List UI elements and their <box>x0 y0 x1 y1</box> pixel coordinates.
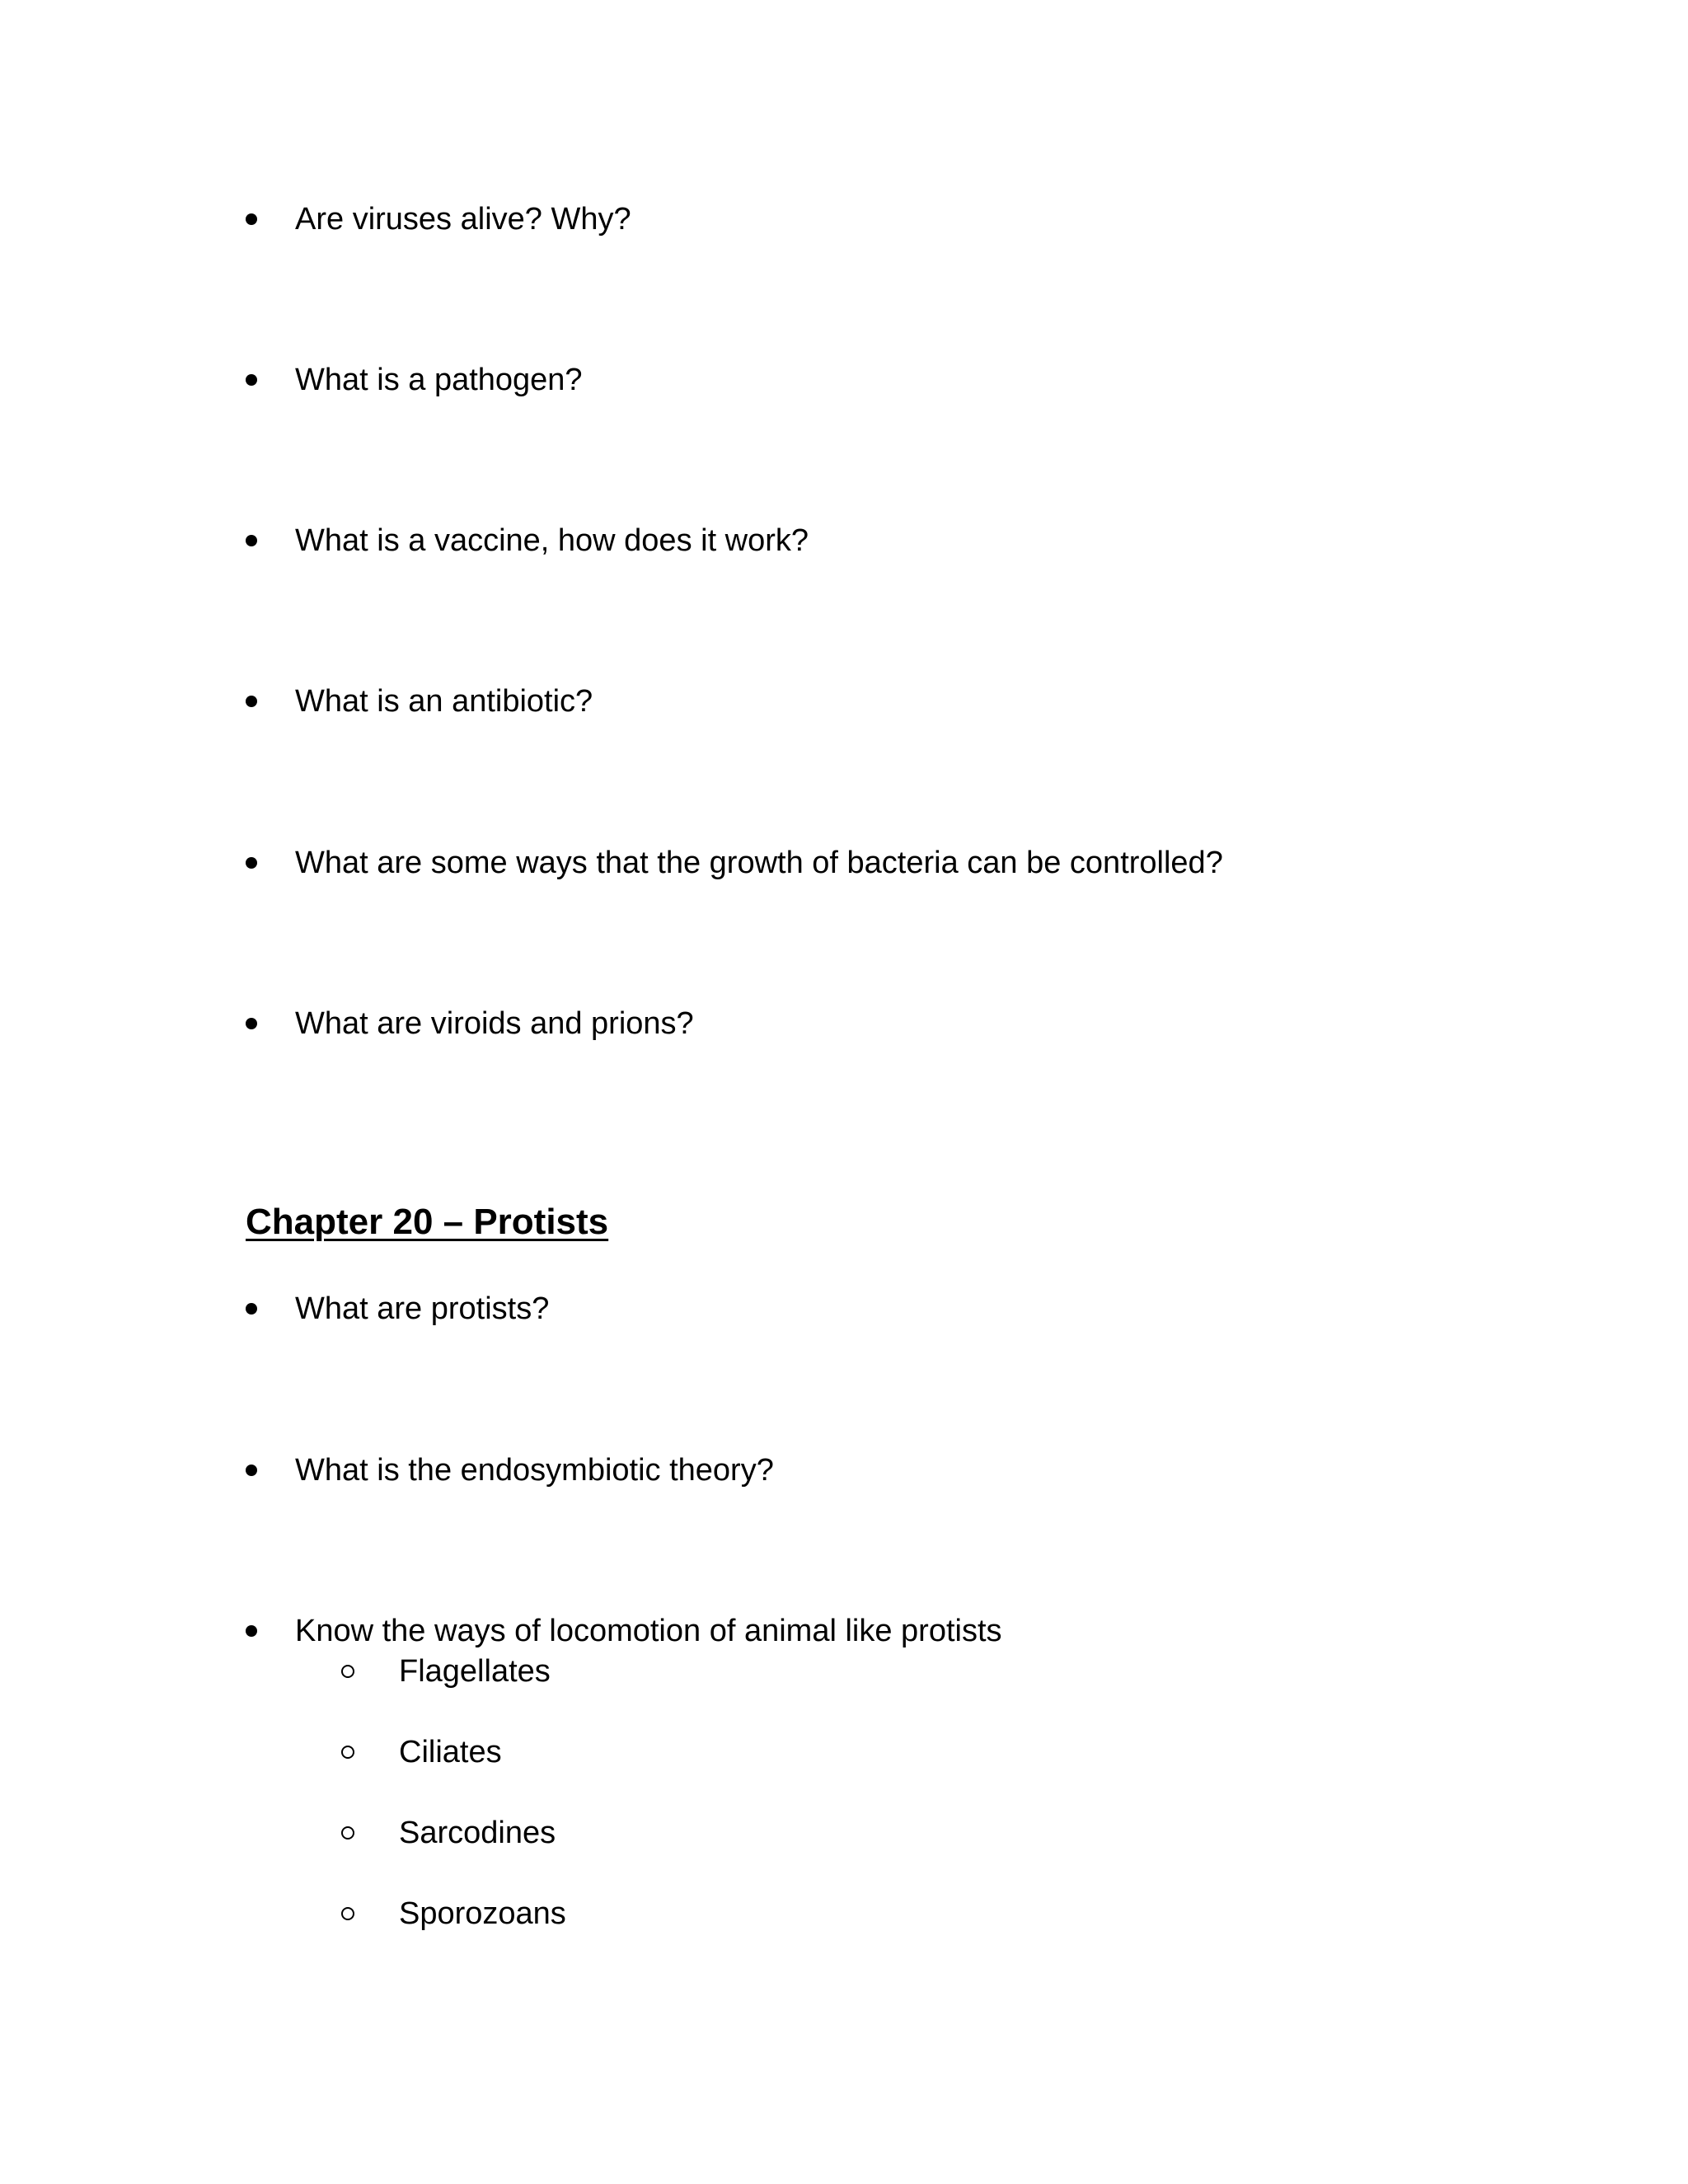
question-text: Know the ways of locomotion of animal like protists <box>295 1614 1002 1648</box>
question-text: What is an antibiotic? <box>295 684 593 719</box>
bullet-icon <box>246 1465 257 1476</box>
bullet-icon <box>246 1018 257 1029</box>
question-item <box>246 838 1223 888</box>
question-item <box>246 677 593 726</box>
question-text: What is a pathogen? <box>295 363 583 397</box>
question-text: What is a vaccine, how does it work? <box>295 523 809 558</box>
question-text: What are some ways that the growth of bacteria can be controlled? <box>295 846 1223 880</box>
bullet-icon <box>246 213 257 225</box>
sub-item-text: Flagellates <box>399 1654 551 1689</box>
bullet-icon <box>246 374 257 386</box>
question-text: What are viroids and prions? <box>295 1006 694 1041</box>
bullet-icon <box>246 535 257 546</box>
sub-item-text: Ciliates <box>399 1735 502 1769</box>
circle-bullet-icon <box>341 1746 354 1759</box>
question-item <box>246 1284 549 1333</box>
circle-bullet-icon <box>341 1665 354 1678</box>
question-item <box>246 999 694 1048</box>
chapter-heading: Chapter 20 – Protists <box>246 1202 609 1242</box>
circle-bullet-icon <box>341 1907 354 1920</box>
sub-item-text: Sarcodines <box>399 1816 556 1850</box>
bullet-icon <box>246 1303 257 1315</box>
question-item <box>246 355 583 405</box>
sub-item-text: Sporozoans <box>399 1896 566 1931</box>
question-item <box>246 194 631 244</box>
question-text: What are protists? <box>295 1291 550 1326</box>
question-text: What is the endosymbiotic theory? <box>295 1453 774 1488</box>
question-item <box>246 1446 774 1495</box>
bullet-icon <box>246 696 257 707</box>
sub-list-item <box>341 1648 551 1694</box>
sub-list-item <box>341 1729 502 1775</box>
bullet-icon <box>246 1625 257 1637</box>
sub-list-item <box>341 1810 556 1856</box>
question-text: Are viruses alive? Why? <box>295 202 631 237</box>
sub-list-item <box>341 1891 566 1937</box>
circle-bullet-icon <box>341 1826 354 1840</box>
bullet-icon <box>246 857 257 869</box>
question-item <box>246 516 809 565</box>
